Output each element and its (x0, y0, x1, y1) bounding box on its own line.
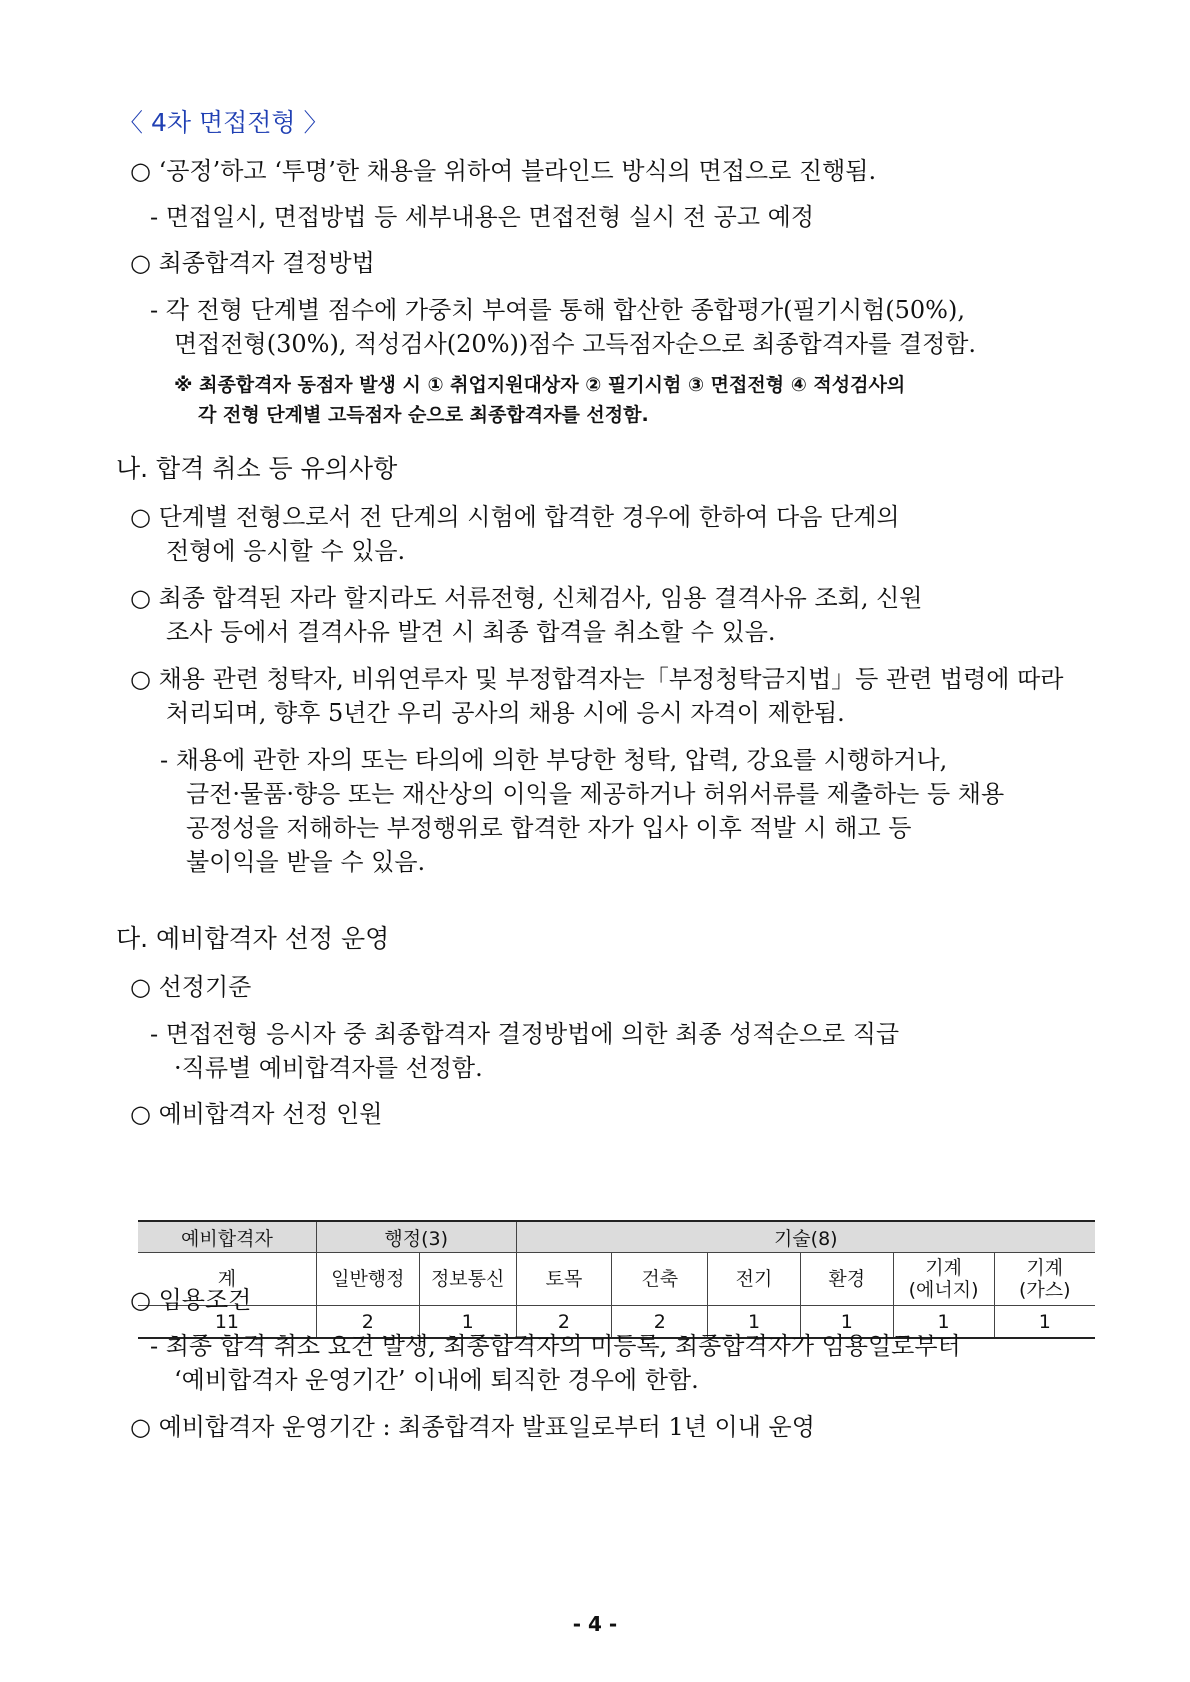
table-header-row (138, 1221, 1095, 1253)
section-da-sub-3-line-2: ‘예비합격자 운영기간’ 이내에 퇴직한 경우에 한함. (174, 1366, 699, 1394)
section-na-sub-3-line-4: 불이익을 받을 수 있음. (186, 848, 426, 876)
cell-total: 11 (138, 1306, 316, 1339)
cell-mech-gas: 1 (994, 1306, 1095, 1339)
cell-architecture: 2 (612, 1306, 708, 1339)
cell-general-admin: 2 (316, 1306, 419, 1339)
interview-note-line-1: ※ 최종합격자 동점자 발생 시 ① 취업지원대상자 ② 필기시험 ③ 면접전형 ④ 적성검사의 (174, 374, 906, 396)
section-na-bullet-1-line-1: ○ 단계별 전형으로서 전 단계의 시험에 합격한 경우에 한하여 다음 단계의 (130, 503, 900, 531)
reserve-candidate-table (138, 1220, 1095, 1339)
section-na-title: 나. 합격 취소 등 유의사항 (116, 454, 398, 483)
section-na-bullet-3-line-1: ○ 채용 관련 청탁자, 비위연루자 및 부정합격자는「부정청탁금지법」등 관련 법령에 따라 (130, 665, 1064, 693)
section-na-sub-3-line-2: 금전·물품·향응 또는 재산상의 이익을 제공하거나 허위서류를 제출하는 등 채용 (186, 780, 1005, 808)
section-na-bullet-2-line-2: 조사 등에서 결격사유 발견 시 최종 합격을 취소할 수 있음. (166, 618, 776, 646)
interview-note-line-2: 각 전형 단계별 고득점자 순으로 최종합격자를 선정함. (198, 404, 649, 426)
cell-environment: 1 (800, 1306, 893, 1339)
cell-ict: 1 (419, 1306, 516, 1339)
cell-electrical: 1 (708, 1306, 801, 1339)
col-mech-gas: 기계 (가스) (994, 1253, 1095, 1306)
section-na-sub-3-line-3: 공정성을 저해하는 부정행위로 합격한 자가 입사 이후 적발 시 해고 등 (186, 814, 912, 842)
interview-sub-2-line-2: 면접전형(30%), 적성검사(20%))점수 고득점자순으로 최종합격자를 결정함. (174, 330, 977, 358)
section-da-sub-1-line-2: ·직류별 예비합격자를 선정함. (174, 1054, 483, 1082)
col-total: 계 (138, 1253, 316, 1306)
col-mech-energy: 기계 (에너지) (893, 1253, 994, 1306)
interview-sub-2-line-1: - 각 전형 단계별 점수에 가중치 부여를 통해 합산한 종합평가(필기시험(50%), (150, 296, 965, 324)
section-da-title: 다. 예비합격자 선정 운영 (116, 924, 390, 953)
section-da-bullet-3: ○ 임용조건 (130, 1286, 252, 1314)
section-na-sub-3-line-1: - 채용에 관한 자의 또는 타의에 의한 부당한 청탁, 압력, 강요를 시행하거나, (160, 746, 948, 774)
section-da-sub-3-line-1: - 최종 합격 취소 요건 발생, 최종합격자의 미등록, 최종합격자가 임용일로부터 (150, 1332, 961, 1360)
cell-civil: 2 (516, 1306, 612, 1339)
col-electrical: 전기 (708, 1253, 801, 1306)
header-admin: 행정(3) (316, 1221, 516, 1253)
section-na-bullet-2-line-1: ○ 최종 합격된 자라 할지라도 서류전형, 신체검사, 임용 결격사유 조회, 신원 (130, 584, 923, 612)
section-da-bullet-2: ○ 예비합격자 선정 인원 (130, 1100, 383, 1128)
col-ict: 정보통신 (419, 1253, 516, 1306)
col-architecture: 건축 (612, 1253, 708, 1306)
header-tech: 기술(8) (516, 1221, 1095, 1253)
section-da-bullet-4: ○ 예비합격자 운영기간 : 최종합격자 발표일로부터 1년 이내 운영 (130, 1413, 815, 1441)
col-civil: 토목 (516, 1253, 612, 1306)
interview-sub-1: - 면접일시, 면접방법 등 세부내용은 면접전형 실시 전 공고 예정 (150, 203, 814, 231)
interview-bullet-2: ○ 최종합격자 결정방법 (130, 249, 375, 277)
section-da-sub-1-line-1: - 면접전형 응시자 중 최종합격자 결정방법에 의한 최종 성적순으로 직급 (150, 1020, 900, 1048)
col-environment: 환경 (800, 1253, 893, 1306)
header-reserve-label: 예비합격자 (138, 1221, 316, 1253)
col-general-admin: 일반행정 (316, 1253, 419, 1306)
section-da-bullet-1: ○ 선정기준 (130, 973, 252, 1001)
section-na-bullet-3-line-2: 처리되며, 향후 5년간 우리 공사의 채용 시에 응시 자격이 제한됨. (166, 699, 845, 727)
page-number: - 4 - (572, 1612, 618, 1636)
table-subheader-row (138, 1253, 1095, 1306)
cell-mech-energy: 1 (893, 1306, 994, 1339)
interview-bullet-1: ○ ‘공정’하고 ‘투명’한 채용을 위하여 블라인드 방식의 면접으로 진행됨. (130, 157, 877, 185)
section-na-bullet-1-line-2: 전형에 응시할 수 있음. (166, 537, 406, 565)
interview-section-title: 〈 4차 면접전형 〉 (118, 108, 329, 137)
